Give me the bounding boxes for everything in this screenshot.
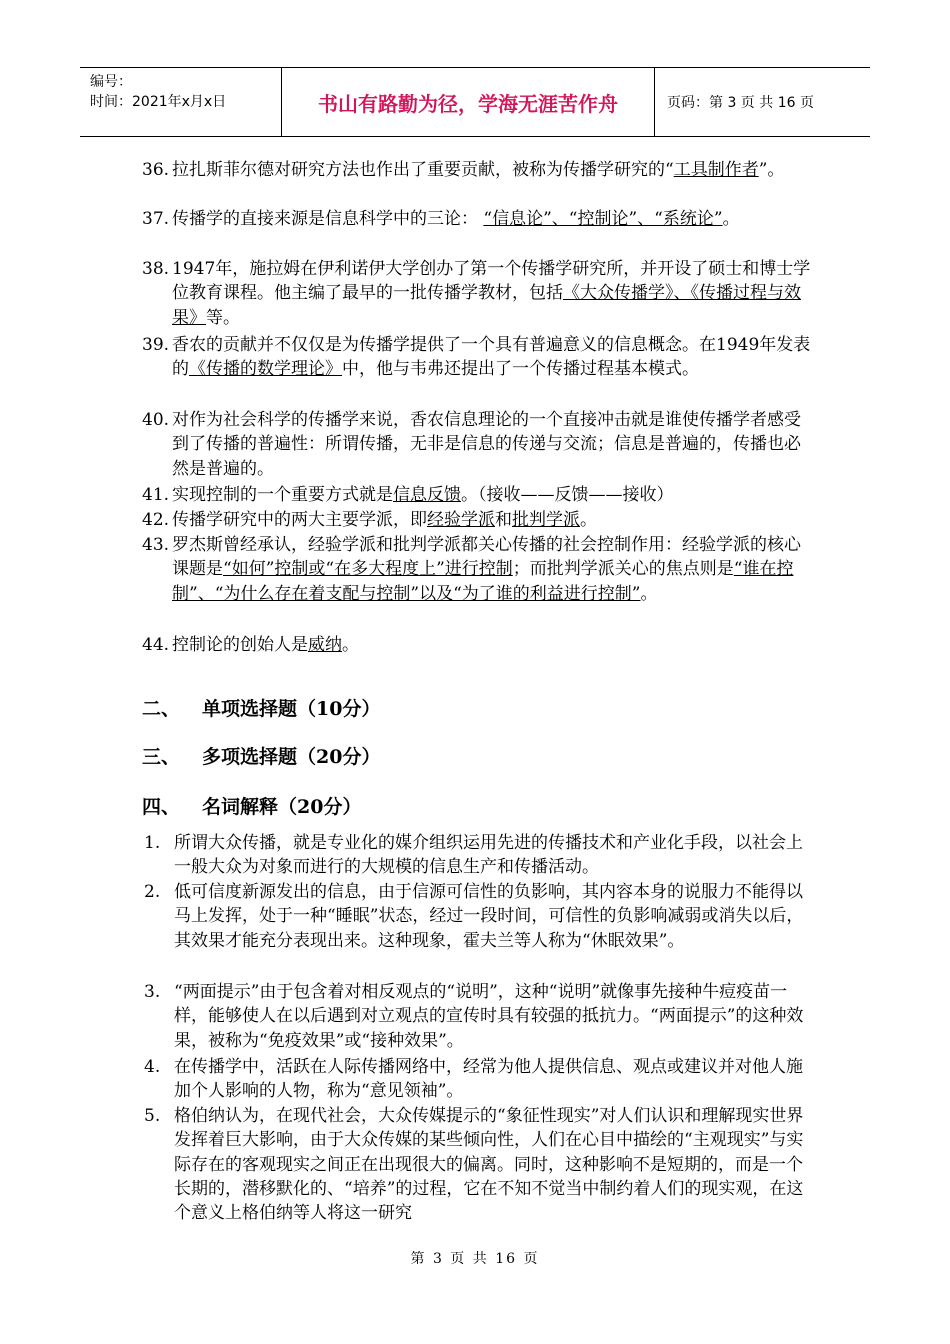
page-footer: 第 3 页 共 16 页 — [410, 1251, 540, 1267]
section-heading — [142, 792, 361, 819]
item-text-end: 。 — [342, 635, 359, 655]
item-text-end: 等。 — [206, 307, 240, 328]
list-item — [142, 333, 812, 382]
item-text: 控制论的创始人是 — [172, 635, 308, 655]
item-text-mid: 和 — [495, 510, 512, 530]
section-title: 名词解释（20分） — [202, 796, 362, 818]
section-number: 二、 — [142, 698, 181, 720]
item-answer: 《传播的数学理论》 — [189, 359, 342, 380]
section-number: 四、 — [142, 796, 181, 818]
definition-text: 在传播学中，活跃在人际传播网络中，经常为他人提供信息、观点或建议并对他人施加个人影响的人物，称为“意见领袖”。 — [174, 1057, 803, 1102]
item-answer: 威纳 — [308, 635, 342, 655]
item-answer-2: “谁在控制”、“为什么存在着支配与控制”以及“为了谁的利益进行控制” — [172, 559, 794, 604]
item-number: 42. — [142, 510, 170, 530]
list-item — [142, 408, 812, 481]
item-text: 对作为社会科学的传播学来说，香农信息理论的一个直接冲击就是谁使传播学者感受到了传播的普遍性：所谓传播，无非是信息的传递与交流；信息是普遍的，传播也必然是普遍的。 — [172, 410, 801, 479]
header-meta — [80, 68, 282, 136]
item-number: 1. — [144, 833, 161, 853]
item-text-mid: ；而批判学派关心的焦点则是 — [512, 559, 734, 580]
definition-text: 所谓大众传播，就是专业化的媒介组织运用先进的传播技术和产业化手段，以社会上一般大众为对象而进行的大规模的信息生产和传播活动。 — [174, 833, 803, 878]
item-text: 实现控制的一个重要方式就是 — [172, 485, 393, 505]
item-answer: “信息论”、“控制论”、“系统论” — [483, 209, 723, 229]
section-heading — [142, 742, 380, 769]
list-item — [142, 508, 812, 532]
item-number: 36. — [142, 160, 170, 180]
item-number: 43. — [142, 535, 170, 555]
item-text: 香农的贡献并不仅仅是为传播学提供了一个具有普遍意义的信息概念。在1949年发表的 — [172, 335, 811, 380]
item-number: 4. — [144, 1057, 161, 1077]
section-number: 三、 — [142, 746, 181, 768]
section-heading — [142, 694, 380, 721]
definition-item — [142, 1104, 812, 1225]
item-text-end: 。（接收——反馈——接收） — [461, 485, 674, 505]
list-item — [142, 533, 812, 606]
header-page-label: 页码：第 3 页 共 16 页 — [667, 95, 814, 111]
item-text-end: 。 — [640, 583, 658, 604]
section-title: 多项选择题（20分） — [202, 746, 381, 768]
item-answer: 《大众传播学》、《传播过程与效果》 — [172, 283, 801, 328]
header-motto: 书山有路勤为径，学海无涯苦作舟 — [282, 68, 655, 136]
item-number: 39. — [142, 335, 170, 355]
item-number: 2. — [144, 882, 161, 902]
definition-text: 低可信度新源发出的信息，由于信源可信性的负影响，其内容本身的说服力不能得以马上发挥，处于一种“睡眠”状态，经过一段时间，可信性的负影响减弱或消失以后，其效果才能充分表现出来。这种现象，霍夫兰等人称为“休眠效果”。 — [174, 882, 804, 951]
item-number: 3. — [144, 982, 161, 1002]
item-text-end: 。 — [580, 510, 597, 530]
item-text: 1947年，施拉姆在伊利诺伊大学创办了第一个传播学研究所，并开设了硕士和博士学位教育课程。他主编了最早的一批传播学教材，包括 — [172, 259, 811, 304]
section-title: 单项选择题（10分） — [202, 698, 381, 720]
item-answer: 经验学派 — [427, 510, 495, 530]
item-number: 38. — [142, 259, 170, 279]
item-answer-2: 批判学派 — [512, 510, 580, 530]
time-label: 时间：2021年x月x日 — [90, 94, 227, 110]
page-header — [80, 67, 870, 137]
item-number: 44. — [142, 635, 170, 655]
item-text: 传播学的直接来源是信息科学中的三论： — [172, 209, 484, 229]
item-text: 罗杰斯曾经承认，经验学派和批判学派都关心传播的社会控制作用：经验学派的核心课题是 — [172, 535, 801, 580]
list-item — [142, 483, 812, 507]
item-answer: 工具制作者 — [673, 160, 759, 180]
item-number: 41. — [142, 485, 170, 505]
item-text-end: 中，他与韦弗还提出了一个传播过程基本模式。 — [342, 359, 699, 380]
list-item — [142, 158, 812, 182]
item-number: 5. — [144, 1106, 161, 1126]
list-item — [142, 257, 812, 330]
item-text: 传播学研究中的两大主要学派，即 — [172, 510, 427, 530]
item-text-end: ”。 — [758, 160, 785, 180]
item-number: 40. — [142, 410, 170, 430]
definition-item — [142, 831, 812, 880]
definition-item — [142, 880, 812, 953]
list-item — [142, 207, 812, 231]
item-text: 拉扎斯菲尔德对研究方法也作出了重要贡献，被称为传播学研究的“ — [172, 160, 674, 180]
list-item — [142, 633, 812, 657]
definition-text: 格伯纳认为，在现代社会，大众传媒提示的“象征性现实”对人们认识和理解现实世界发挥着巨大影响，由于大众传媒的某些倾向性，人们在心目中描绘的“主观现实”与实际存在的客观现实之间正在出现很大的偏离。同时，这种影响不是短期的，而是一个长期的，潜移默化的、“培养”的过程，它在不知不觉当中制约着人们的现实观，在这个意义上格伯纳等人将这一研究 — [174, 1106, 804, 1224]
definition-item — [142, 1055, 812, 1104]
item-number: 37. — [142, 209, 170, 229]
definition-item — [142, 980, 812, 1053]
item-text-end: 。 — [722, 209, 740, 229]
item-answer: “如何”控制或“在多大程度上”进行控制 — [223, 559, 513, 580]
number-label: 编号： — [90, 74, 132, 90]
item-answer: 信息反馈 — [393, 485, 461, 505]
definition-text: “两面提示”由于包含着对相反观点的“说明”，这种“说明”就像事先接种牛痘疫苗一样，能够使人在以后遇到对立观点的宣传时具有较强的抵抗力。“两面提示”的这种效果，被称为“免疫效果”或“接种效果”。 — [174, 982, 804, 1051]
